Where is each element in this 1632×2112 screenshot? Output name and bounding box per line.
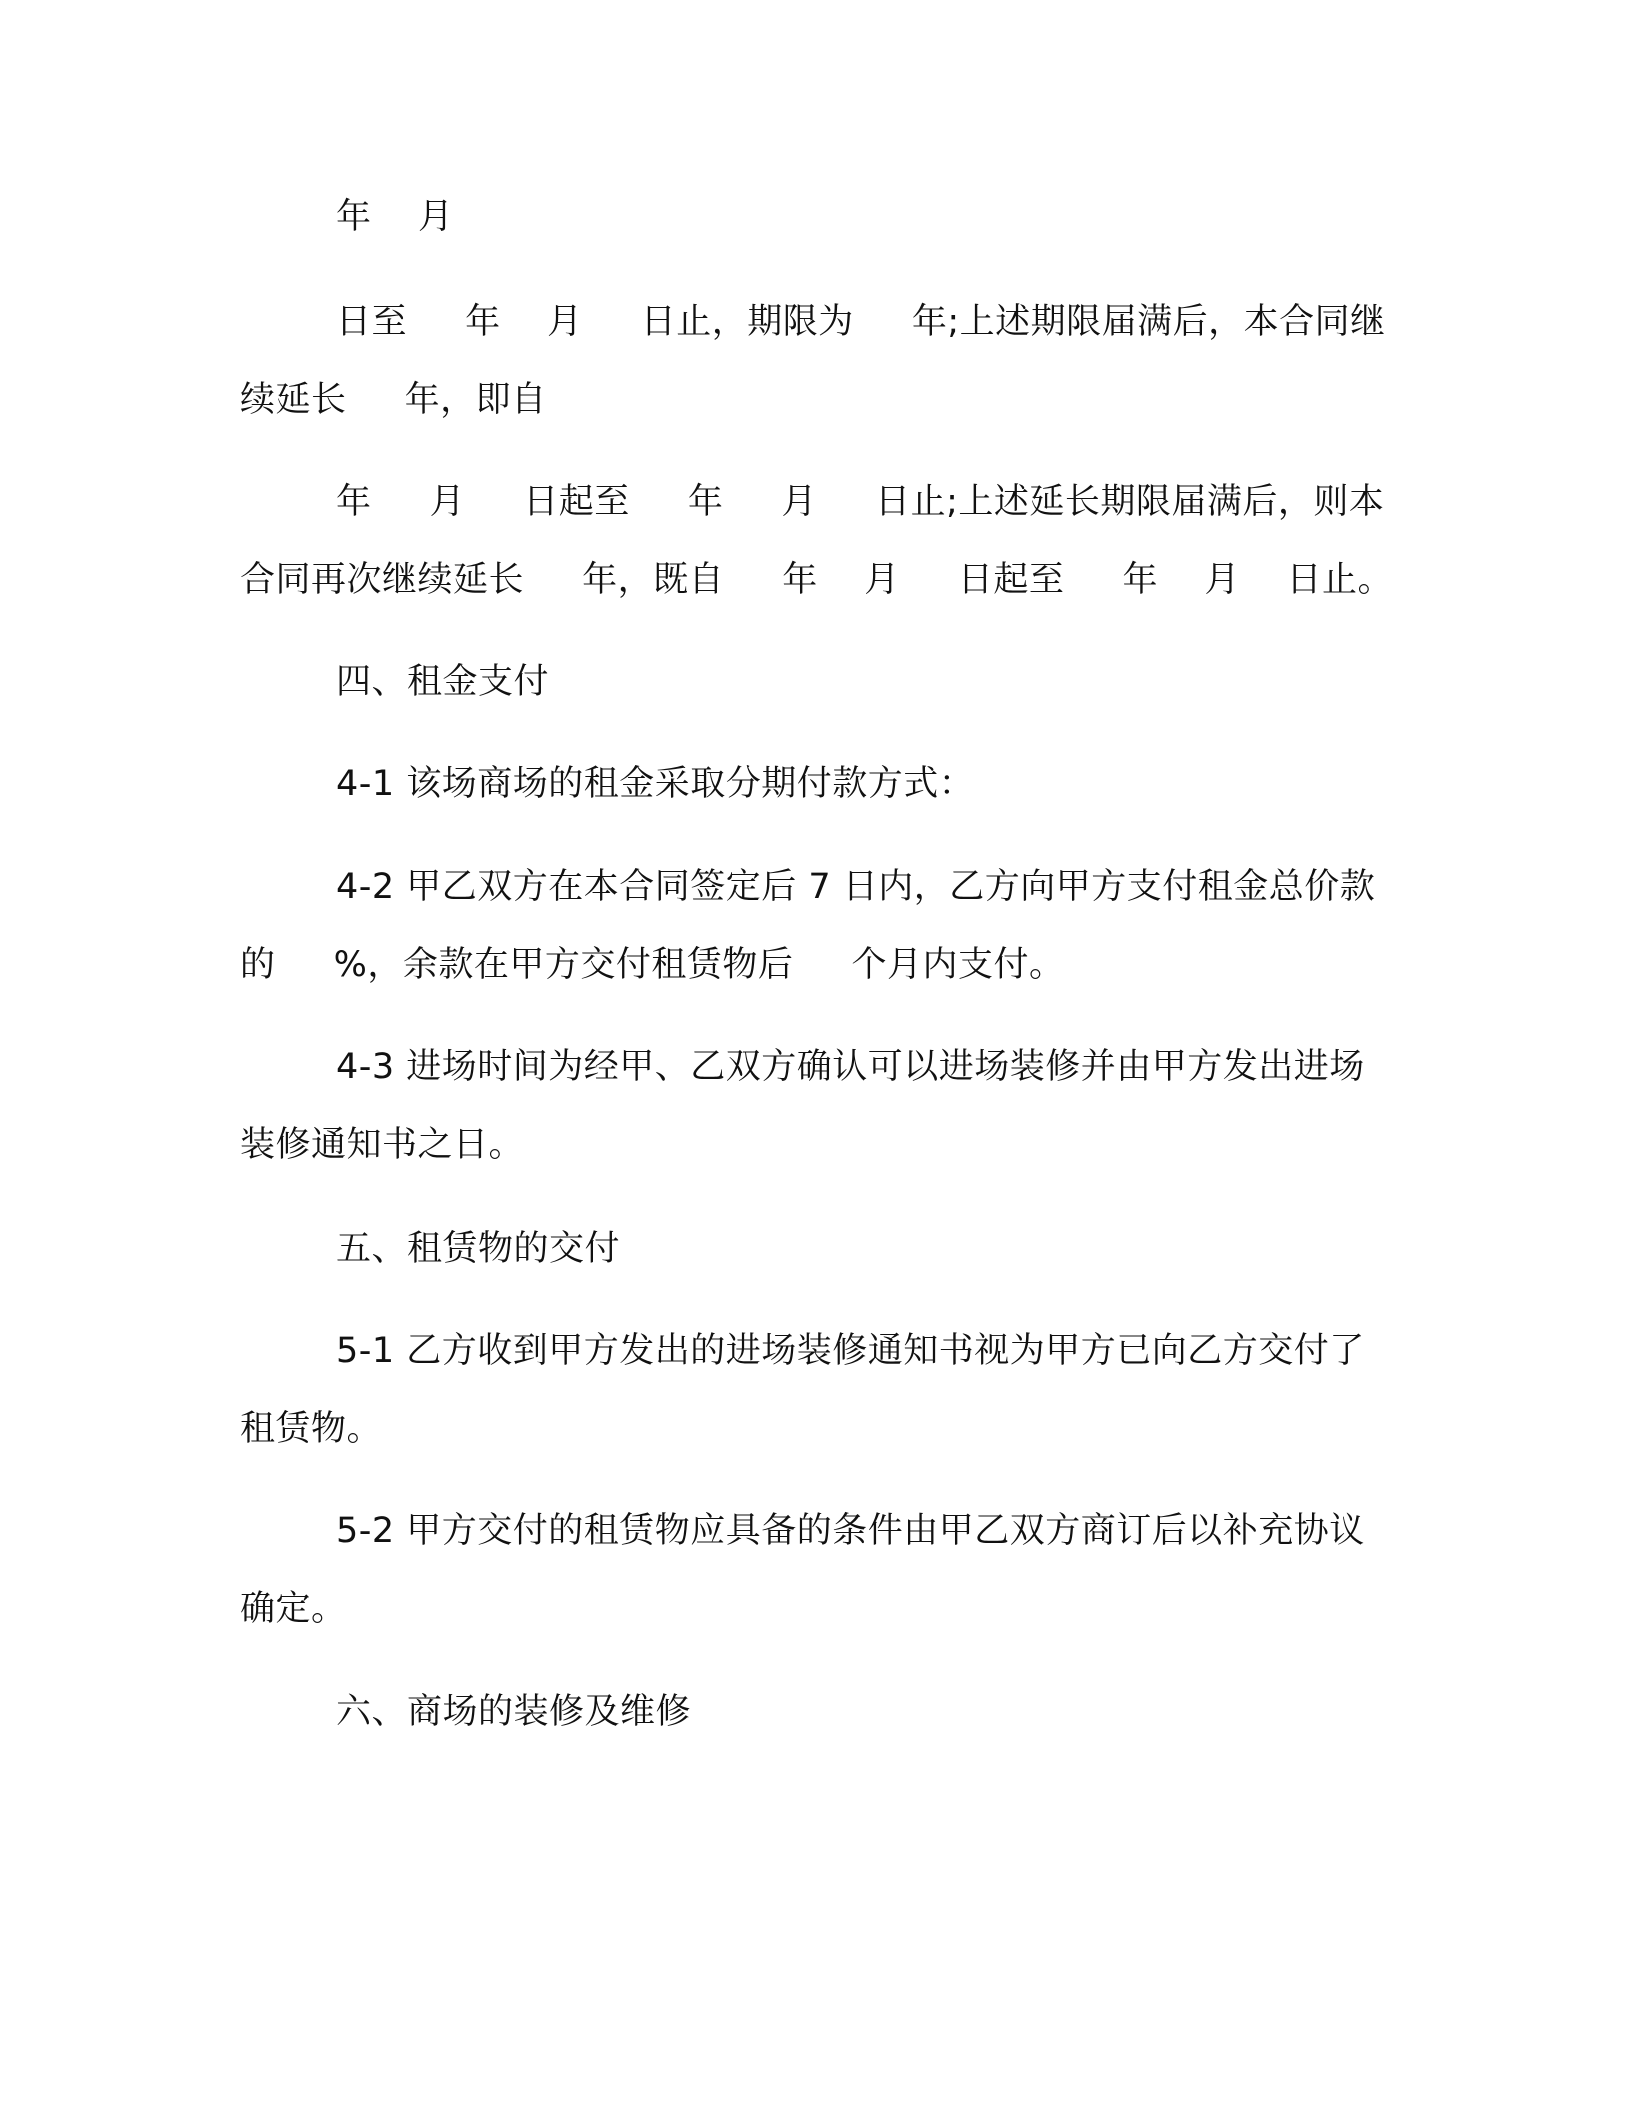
paragraph-date-fragment: 年 月 xyxy=(336,197,454,237)
clause-4-2: 4-2 甲乙双方在本合同签定后 7 日内，乙方向甲方支付租金总价款的 %，余款在甲方交付租赁物后 个月内支付。 xyxy=(240,867,1376,985)
clause-5-1: 5-1 乙方收到甲方发出的进场装修通知书视为甲方已向乙方交付了租赁物。 xyxy=(240,1331,1365,1449)
clause-4-1: 4-1 该场商场的租金采取分期付款方式： xyxy=(336,764,975,804)
section-heading-delivery: 五、租赁物的交付 xyxy=(336,1229,621,1269)
clause-4-3: 4-3 进场时间为经甲、乙双方确认可以进场装修并由甲方发出进场装修通知书之日。 xyxy=(240,1047,1365,1165)
clause-5-2: 5-2 甲方交付的租赁物应具备的条件由甲乙双方商订后以补充协议确定。 xyxy=(240,1511,1365,1629)
section-heading-renovation: 六、商场的装修及维修 xyxy=(336,1692,692,1732)
paragraph-lease-extension: 年 月 日起至 年 月 日止;上述延长期限届满后，则本合同再次继续延长 年，既自 年 月 日起至 年 月 日止。 xyxy=(240,482,1394,600)
section-heading-rent-payment: 四、租金支付 xyxy=(336,662,550,702)
paragraph-lease-term: 日至 年 月 日止，期限为 年;上述期限届满后，本合同继续延长 年，即自 xyxy=(240,302,1386,420)
